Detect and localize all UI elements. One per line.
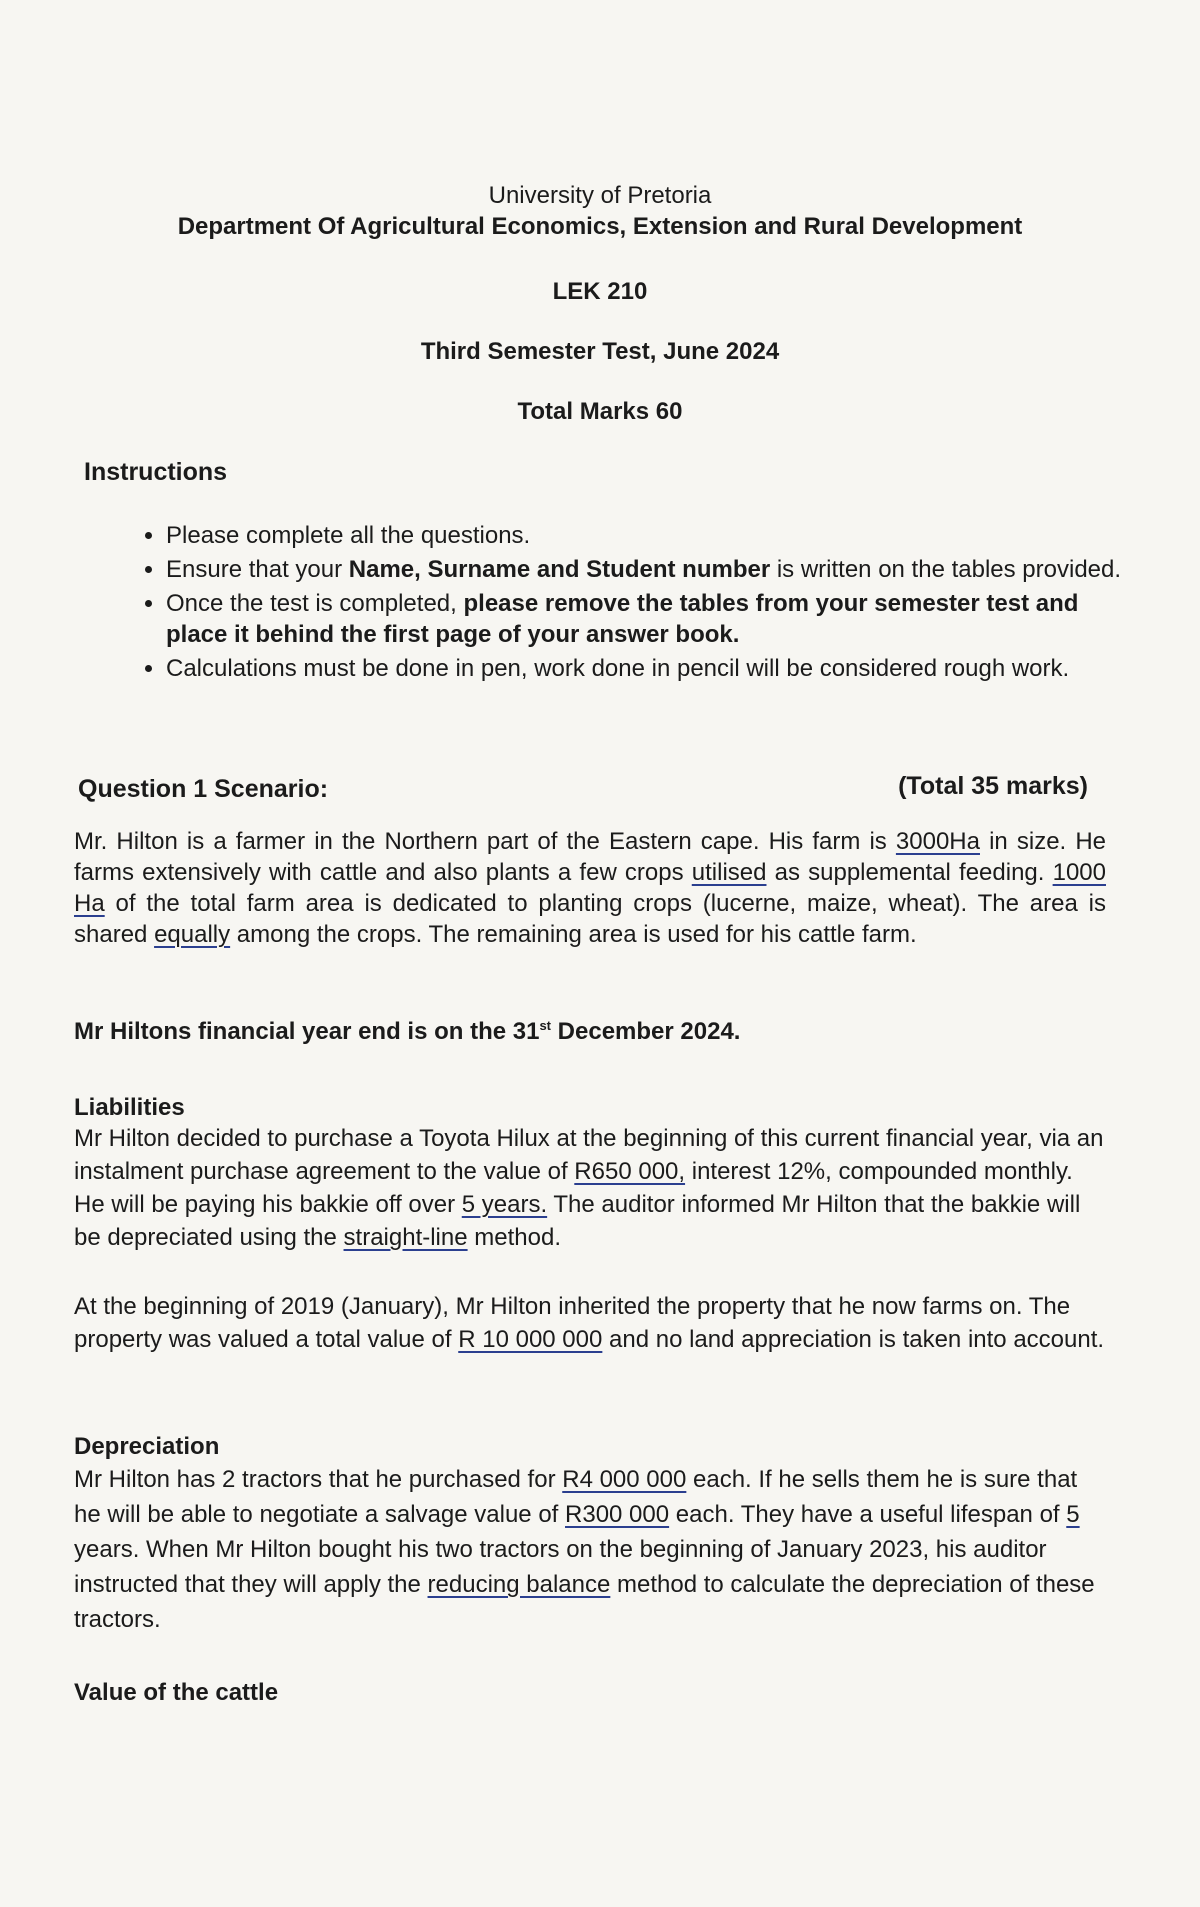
depreciation-heading: Depreciation bbox=[74, 1433, 220, 1460]
handwritten-underline: 5 years. bbox=[461, 1191, 548, 1218]
handwritten-underline: 3000Ha bbox=[895, 828, 980, 855]
university-name: University of Pretoria bbox=[488, 182, 712, 209]
course-code: LEK 210 bbox=[552, 278, 648, 305]
handwritten-underline: R300 000 bbox=[565, 1501, 670, 1528]
instruction-item: • Calculations must be done in pen, work done in pencil will be considered rough work. bbox=[166, 653, 1138, 684]
handwritten-underline: utilised bbox=[691, 859, 767, 886]
instructions-heading: Instructions bbox=[84, 458, 228, 486]
liabilities-heading: Liabilities bbox=[74, 1094, 185, 1121]
test-title: Third Semester Test, June 2024 bbox=[420, 338, 780, 365]
liabilities-paragraph-2: At the beginning of 2019 (January), Mr Hilton inherited the property that he now farms on. The property was valued a total value of R 10 000 000 and no land appreciation is taken into account. bbox=[74, 1293, 1105, 1353]
handwritten-underline: R4 000 000 bbox=[562, 1466, 687, 1493]
handwritten-underline: R 10 000 000 bbox=[458, 1326, 603, 1353]
handwritten-underline: reducing balance bbox=[427, 1571, 611, 1598]
liabilities-paragraph-1: Mr Hilton decided to purchase a Toyota Hilux at the beginning of this current financial year, via an instalment purchase agreement to the value of R650 000, interest 12%, compounded monthly. He will be paying his bakkie off over 5 years. The auditor informed Mr Hilton that the bakkie will be depreciated using the straight-line method. bbox=[74, 1125, 1104, 1251]
instruction-item: • Once the test is completed, please remove the tables from your semester test and place it behind the first page of your answer book. bbox=[166, 588, 1138, 650]
instruction-item: • Please complete all the questions. bbox=[166, 520, 1138, 551]
question-title: Question 1 Scenario: bbox=[78, 775, 329, 803]
handwritten-underline: R650 000, bbox=[574, 1158, 686, 1185]
handwritten-underline: equally bbox=[154, 921, 231, 948]
scenario-paragraph: Mr. Hilton is a farmer in the Northern part of the Eastern cape. His farm is 3000Ha in size. He farms extensively with cattle and also plants a few crops utilised as supplemental feeding. 1000 Ha of the total farm area is dedicated to planting crops (lucerne, maize, wheat). The area is shared equally among the crops. The remaining area is used for his cattle farm. bbox=[74, 828, 1106, 948]
question-marks: (Total 35 marks) bbox=[898, 772, 1088, 800]
instruction-item: • Ensure that your Name, Surname and Student number is written on the tables provided. bbox=[166, 554, 1138, 585]
financial-year-note: Mr Hiltons financial year end is on the 31st December 2024. bbox=[74, 1018, 741, 1045]
department-name: Department Of Agricultural Economics, Extension and Rural Development bbox=[177, 213, 1023, 240]
cattle-value-heading: Value of the cattle bbox=[74, 1679, 279, 1706]
handwritten-underline: straight-line bbox=[343, 1224, 468, 1251]
depreciation-paragraph: Mr Hilton has 2 tractors that he purchased for R4 000 000 each. If he sells them he is sure that he will be able to negotiate a salvage value of R300 000 each. They have a useful lifespan of 5 years. When Mr Hilton bought his two tractors on the beginning of January 2023, his auditor instructed that they will apply the reducing balance method to calculate the depreciation of these tractors. bbox=[74, 1466, 1095, 1633]
total-marks: Total Marks 60 bbox=[517, 398, 683, 425]
handwritten-underline: 1000 Ha bbox=[74, 859, 1106, 917]
handwritten-underline: 5 bbox=[1066, 1501, 1080, 1528]
instructions-list bbox=[118, 520, 1138, 687]
